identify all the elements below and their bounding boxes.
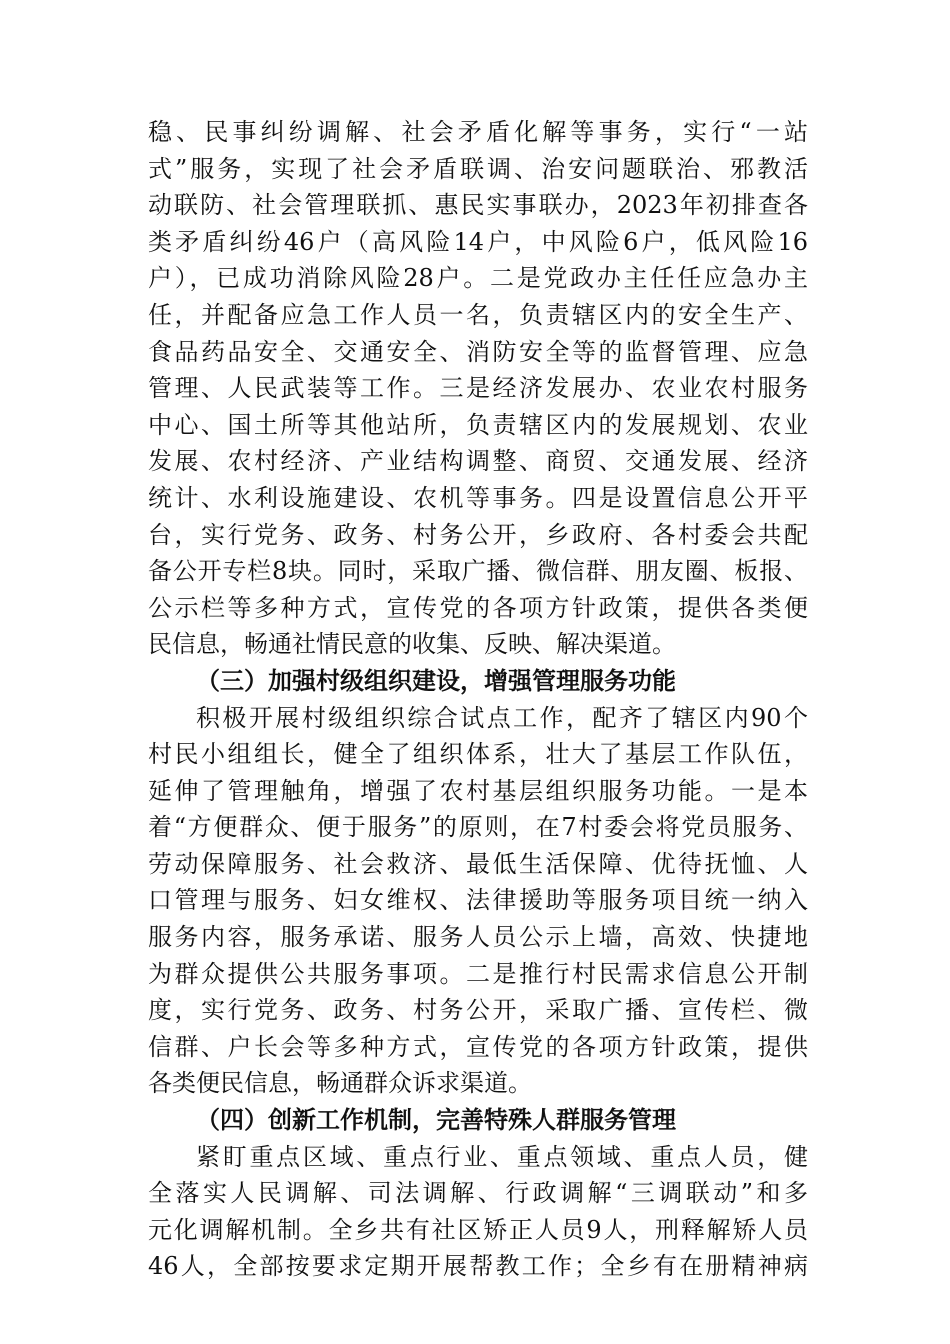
text-line: 管理、人民武装等工作。三是经济发展办、农业农村服务 — [148, 374, 808, 403]
text-line: 式”服务，实现了社会矛盾联调、治安问题联治、邪教活 — [148, 154, 808, 183]
text-line: 度，实行党务、政务、村务公开，采取广播、宣传栏、微 — [148, 996, 808, 1025]
text-line: 各类便民信息，畅通群众诉求渠道。 — [148, 1069, 532, 1098]
text-line: 口管理与服务、妇女维权、法律援助等服务项目统一纳入 — [148, 886, 808, 915]
text-line: 户），已成功消除风险28户。二是党政办主任任应急办主 — [148, 264, 808, 293]
text-line: 积极开展村级组织综合试点工作，配齐了辖区内90个 — [196, 703, 808, 732]
text-line: 紧盯重点区域、重点行业、重点领域、重点人员，健 — [196, 1142, 808, 1171]
text-line: 动联防、社会管理联抓、惠民实事联办，2023年初排查各 — [148, 191, 808, 220]
text-line: 村民小组组长，健全了组织体系，壮大了基层工作队伍， — [148, 740, 808, 769]
text-line: 信群、户长会等多种方式，宣传党的各项方针政策，提供 — [148, 1032, 808, 1061]
text-line: 46人，全部按要求定期开展帮教工作；全乡有在册精神病 — [148, 1252, 808, 1281]
text-line: 任，并配备应急工作人员一名，负责辖区内的安全生产、 — [148, 300, 808, 329]
text-line: 备公开专栏8块。同时，采取广播、微信群、朋友圈、板报、 — [148, 557, 808, 586]
text-line: 全落实人民调解、司法调解、行政调解“三调联动”和多 — [148, 1179, 808, 1208]
body-text — [148, 114, 808, 1285]
text-line: 元化调解机制。全乡共有社区矫正人员9人，刑释解矫人员 — [148, 1215, 808, 1244]
text-line: 食品药品安全、交通安全、消防安全等的监督管理、应急 — [148, 337, 808, 366]
text-line: 为群众提供公共服务事项。二是推行村民需求信息公开制 — [148, 959, 808, 988]
text-line: 中心、国土所等其他站所，负责辖区内的发展规划、农业 — [148, 410, 808, 439]
text-line: 延伸了管理触角，增强了农村基层组织服务功能。一是本 — [148, 776, 808, 805]
section-heading: （四）创新工作机制，完善特殊人群服务管理 — [196, 1105, 676, 1135]
text-line: 公示栏等多种方式，宣传党的各项方针政策，提供各类便 — [148, 593, 808, 622]
text-line: 发展、农村经济、产业结构调整、商贸、交通发展、经济 — [148, 447, 808, 476]
text-line: 民信息，畅通社情民意的收集、反映、解决渠道。 — [148, 630, 676, 659]
section-heading: （三）加强村级组织建设，增强管理服务功能 — [196, 665, 676, 695]
text-line: 类矛盾纠纷46户（高风险14户，中风险6户，低风险16 — [148, 227, 808, 256]
text-line: 稳、民事纠纷调解、社会矛盾化解等事务，实行“一站 — [148, 118, 808, 146]
text-line: 着“方便群众、便于服务”的原则，在7村委会将党员服务、 — [148, 813, 808, 842]
text-line: 统计、水利设施建设、农机等事务。四是设置信息公开平 — [148, 483, 808, 512]
text-line: 台，实行党务、政务、村务公开，乡政府、各村委会共配 — [148, 520, 808, 549]
text-line: 劳动保障服务、社会救济、最低生活保障、优待抚恤、人 — [148, 849, 808, 878]
text-line: 服务内容，服务承诺、服务人员公示上墙，高效、快捷地 — [148, 923, 808, 952]
